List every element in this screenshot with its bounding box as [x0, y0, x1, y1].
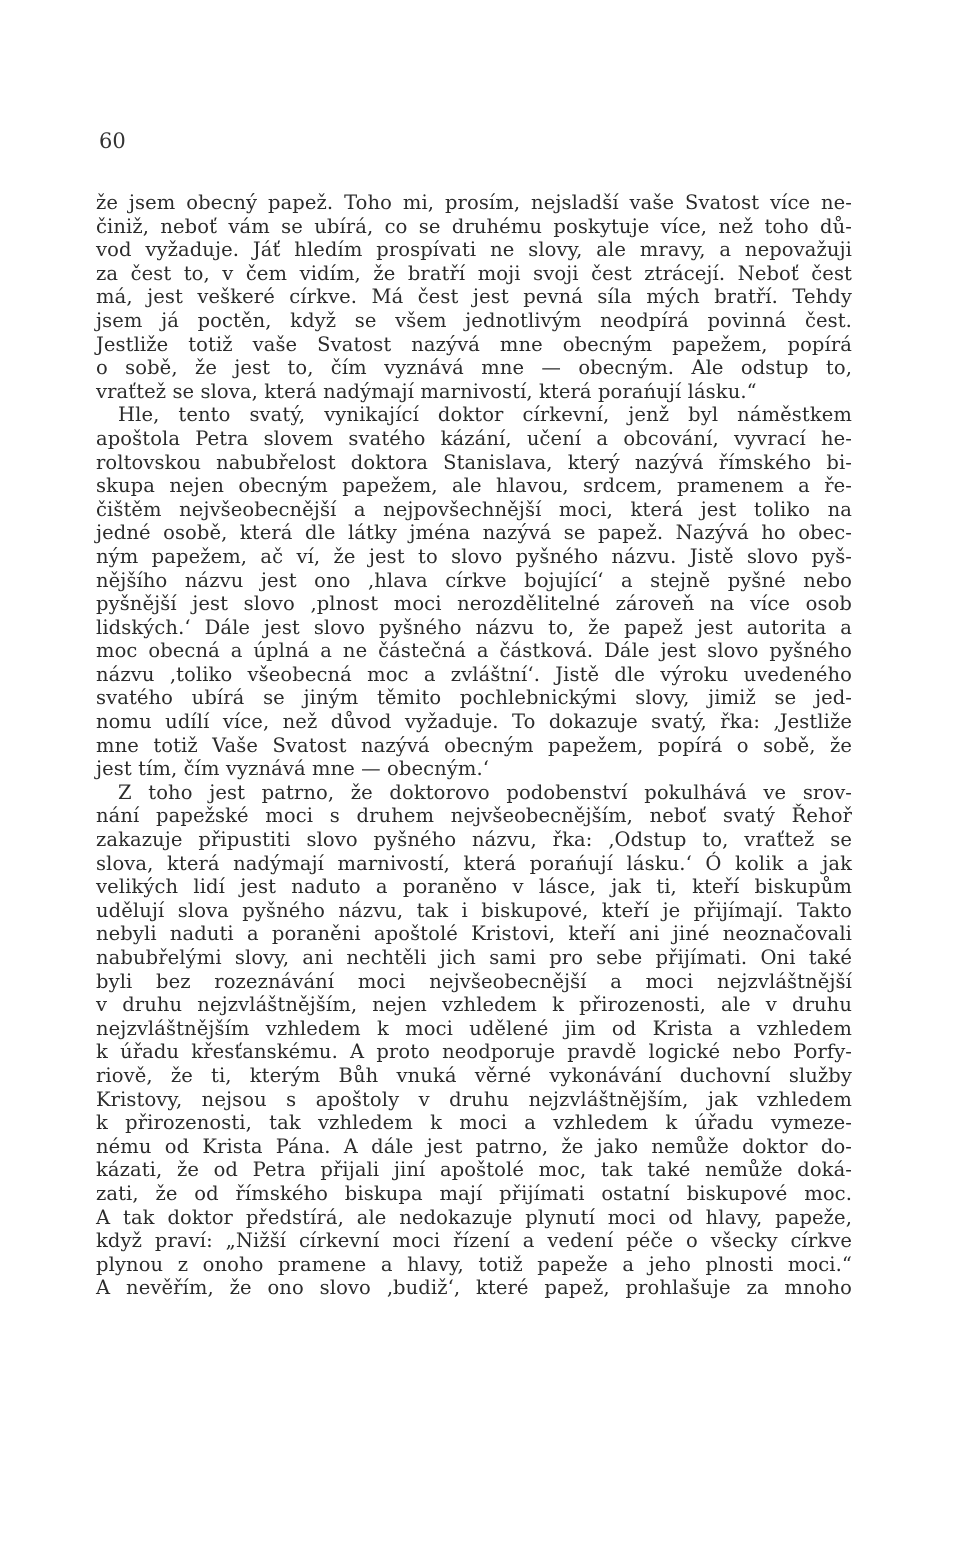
text-line: za čest to, v čem vidím, že bratří moji svoji čest ztrácejí. Neboť čest: [96, 261, 852, 285]
text-line: Jestliže totiž vaše Svatost nazývá mne obecným papežem, popírá: [96, 332, 852, 356]
text-line: činiž, neboť vám se ubírá, co se druhému poskytuje více, než toho dů-: [96, 214, 852, 238]
text-line: plynou z onoho pramene a hlavy, totiž papeže a jeho plnosti moci.“: [96, 1252, 852, 1276]
text-line: apoštola Petra slovem svatého kázání, učení a obcování, vyvrací he-: [96, 426, 852, 450]
text-line: jedné osobě, která dle látky jména nazývá se papež. Nazývá ho obec-: [96, 521, 852, 545]
text-line: nabubřelými slovy, ani nechtěli jich sami pro sebe přijímati. Oni také: [96, 946, 852, 969]
text-line: A tak doktor předstírá, ale nedokazuje plynutí moci od hlavy, papeže,: [96, 1205, 852, 1229]
text-line: lidských.‘ Dále jest slovo pyšného názvu to, že papež jest autorita a: [96, 615, 852, 639]
body-text: [96, 191, 852, 1300]
text-line: zakazuje připustiti slovo pyšného názvu, řka: ‚Odstup to, vraťtež se: [96, 828, 852, 852]
text-line: svatého ubírá se jiným těmito pochlebnickými slovy, jimiž se jed-: [96, 686, 852, 710]
text-line: velikých lidí jest naduto a poraněno v lásce, jak ti, kteří biskupům: [96, 875, 852, 899]
text-line: nání papežské moci s druhem nejvšeobecnějším, neboť svatý Řehoř: [96, 804, 852, 828]
text-line: zati, že od římského biskupa mají přijímati ostatní biskupové moc.: [96, 1181, 852, 1205]
page-number: 60: [99, 129, 126, 153]
text-line: nomu udílí více, než důvod vyžaduje. To dokazuje svatý, řka: ‚Jestliže: [96, 710, 852, 734]
text-line: jest tím, čím vyznává mne — obecným.‘: [96, 757, 490, 781]
text-line: Hle, tento svatý, vynikající doktor církevní, jenž byl náměstkem: [118, 403, 852, 427]
text-line: že jsem obecný papež. Toho mi, prosím, nejsladší vaše Svatost více ne-: [96, 191, 852, 214]
text-line: pyšnější jest slovo ‚plnost moci nerozdělitelné zároveň na více osob: [96, 592, 852, 616]
text-line: nému od Krista Pána. A dále jest patrno, že jako nemůže doktor do-: [96, 1134, 852, 1158]
text-line: o sobě, že jest to, čím vyznává mne — obecným. Ale odstup to,: [96, 356, 852, 380]
text-line: slova, která nadýmají marnivostí, která porańují lásku.‘ Ó kolik a jak: [96, 851, 852, 875]
text-line: roltovskou nabubřelost doktora Stanislava, který nazývá římského bi-: [96, 450, 852, 474]
text-line: má, jest veškeré církve. Má čest jest pevná síla mých bratří. Tehdy: [96, 285, 852, 309]
text-line: k úřadu křesťanskému. A proto neodporuje pravdě logické nebo Porfy-: [96, 1040, 852, 1064]
text-line: byli bez rozeznávání moci nejvšeobecnější a moci nejzvláštnější: [96, 969, 852, 993]
text-line: Kristovy, nejsou s apoštoly v druhu nejzvláštnějším, jak vzhledem: [96, 1087, 852, 1111]
text-line: nějšího názvu jest ono ‚hlava církve bojující‘ a stejně pyšné nebo: [96, 568, 852, 592]
text-line: nebyli naduti a poraněni apoštolé Kristovi, kteří ani jiné neoznačovali: [96, 922, 852, 946]
text-line: Z toho jest patrno, že doktorovo podobenství pokulhává ve srov-: [118, 780, 852, 804]
text-line: v druhu nejzvláštnějším, nejen vzhledem k přirozenosti, ale v druhu: [96, 993, 852, 1017]
text-line: skupa nejen obecným papežem, ale hlavou, srdcem, pramenem a ře-: [96, 474, 852, 498]
text-line: ným papežem, ač ví, že jest to slovo pyšného názvu. Jistě slovo pyš-: [96, 544, 852, 568]
text-line: vraťtež se slova, která nadýmají marnivostí, která porańují lásku.“: [96, 379, 757, 403]
text-line: udělují slova pyšného názvu, tak i biskupové, kteří je přijímají. Takto: [96, 898, 852, 922]
text-line: moc obecná a úplná a ne částečná a částková. Dále jest slovo pyšného: [96, 639, 852, 663]
text-line: nejzvláštnějším vzhledem k moci udělené jim od Krista a vzhledem: [96, 1016, 852, 1040]
text-line: riově, že ti, kterým Bůh vnuká věrné vykonávání duchovní služby: [96, 1063, 852, 1087]
text-line: mne totiž Vaše Svatost nazývá obecným papežem, popírá o sobě, že: [96, 733, 852, 757]
text-line: čištěm nejvšeobecnější a nejpovšechnější moci, která jest toliko na: [96, 497, 852, 521]
text-line: vod vyžaduje. Jáť hledím prospívati ne slovy, ale mravy, a nepovažuji: [96, 238, 852, 262]
text-line: názvu ‚toliko všeobecná moc a zvláštní‘. Jistě dle výroku uvedeného: [96, 662, 852, 686]
text-line: jsem já poctěn, když se všem jednotlivým neodpírá povinná čest.: [96, 308, 852, 332]
text-line: A nevěřím, že ono slovo ‚budiž‘, které papež, prohlašuje za mnoho: [96, 1276, 852, 1300]
text-line: kázati, že od Petra přijali jiní apoštolé moc, tak také nemůže doká-: [96, 1158, 852, 1182]
text-line: k přirozenosti, tak vzhledem k moci a vzhledem k úřadu vymeze-: [96, 1111, 852, 1135]
text-line: když praví: „Nižší církevní moci řízení a vedení péče o všecky církve: [96, 1229, 852, 1253]
